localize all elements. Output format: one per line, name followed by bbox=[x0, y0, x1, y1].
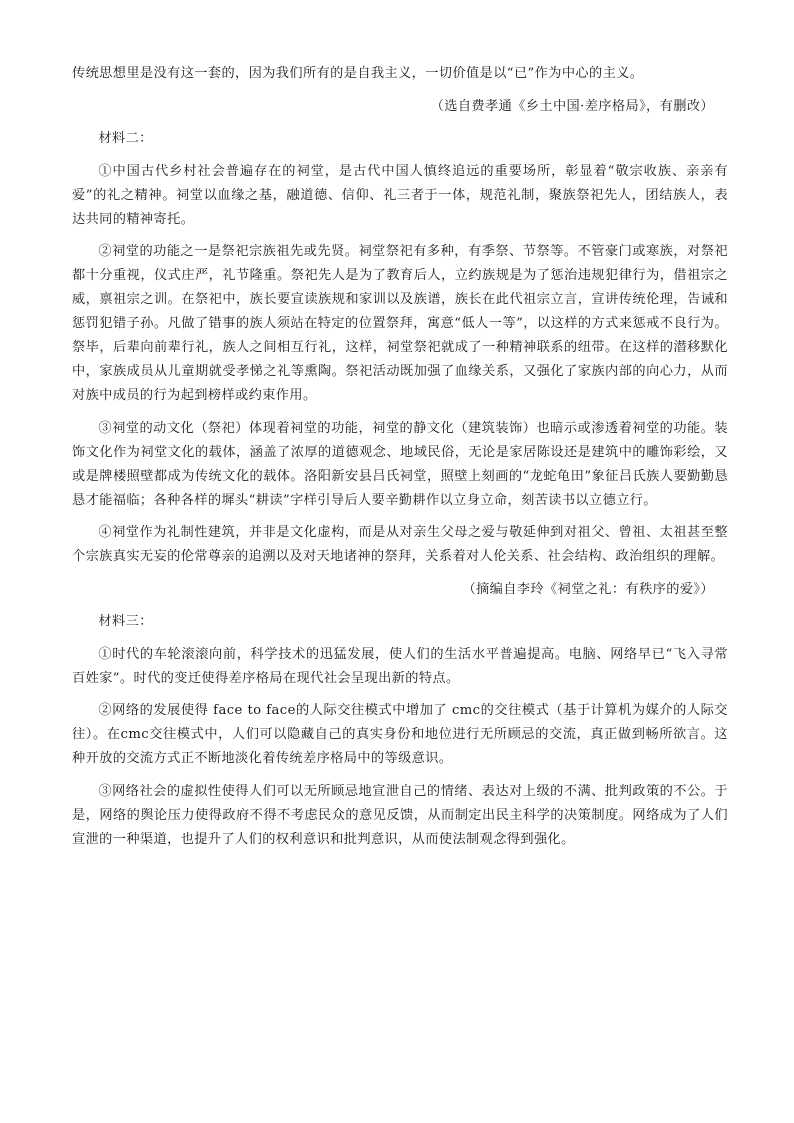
paragraph-continuation: 传统思想里是没有这一套的，因为我们所有的是自我主义，一切价值是以“已”作为中心的主义。 bbox=[72, 66, 644, 81]
document-page bbox=[72, 62, 728, 860]
section-heading-material-2: 材料二： bbox=[98, 131, 153, 146]
material-2-paragraph-4: ④祠堂作为礼制性建筑，并非是文化虚构，而是从对亲生父母之爱与敬延伸到对祖父、曾祖、太祖甚至整个宗族真实无妄的伦常尊亲的追溯以及对天地诸神的祭拜，关系着对人伦关系、社会结构、政治组织的理解。 bbox=[72, 525, 728, 564]
material-3-paragraph-3: ③网络社会的虚拟性使得人们可以无所顾忌地宣泄自己的情绪、表达对上级的不满、批判政策的不公。于是，网络的舆论压力使得政府不得不考虑民众的意见反馈，从而制定出民主科学的决策制度。网络成为了人们宣泄的一种渠道，也提升了人们的权利意识和批判意识，从而使法制观念得到强化。 bbox=[72, 783, 728, 847]
source-citation-1: （选自费孝通《乡土中国·差序格局》，有删改） bbox=[430, 98, 714, 114]
section-heading-material-3: 材料三： bbox=[98, 614, 153, 629]
material-2-paragraph-1: ①中国古代乡村社会普遍存在的祠堂，是古代中国人慎终追远的重要场所，彰显着“敬宗收族、亲亲有爱”的礼之精神。祠堂以血缘之基，融道德、信仰、礼三者于一体，规范礼制，聚族祭祀先人，团结族人，表达共同的精神寄托。 bbox=[72, 163, 728, 227]
source-citation-2: （摘编自李玲《祠堂之礼：有秩序的爱》） bbox=[462, 581, 714, 597]
material-2-paragraph-3: ③祠堂的动文化（祭祀）体现着祠堂的功能，祠堂的静文化（建筑装饰）也暗示或渗透着祠堂的功能。装饰文化作为祠堂文化的载体，涵盖了浓厚的道德观念、地域民俗，无论是家居陈设还是建筑中的雕饰彩绘，又或是牌楼照壁都成为传统文化的载体。洛阳新安县吕氏祠堂，照壁上刻画的“龙蛇龟田”象征吕氏族人要勤勤恳恳才能福临；各种各样的墀头“耕读”字样引导后人要辛勤耕作以立身立命，刻苦读书以立德立行。 bbox=[72, 420, 728, 508]
material-2-paragraph-2: ②祠堂的功能之一是祭祀宗族祖先或先贤。祠堂祭祀有多种，有季祭、节祭等。不管豪门或寒族，对祭祀都十分重视，仪式庄严，礼节隆重。祭祀先人是为了教育后人，立约族规是为了惩治违规犯律行为，借祖宗之威，禀祖宗之训。在祭祀中，族长要宣读族规和家训以及族谱，族长在此代祖宗立言，宣讲传统伦理，告诫和惩罚犯错子孙。凡做了错事的族人须站在特定的位置祭拜，寓意“低人一等”，以这样的方式来惩戒不良行为。祭毕，后辈向前辈行礼，族人之间相互行礼，这样，祠堂祭祀就成了一种精神联系的纽带。在这样的潜移默化中，家族成员从儿童期就受孝悌之礼等熏陶。祭祀活动既加强了血缘关系，又强化了家族内部的向心力，从而对族中成员的行为起到榜样或约束作用。 bbox=[72, 244, 728, 403]
material-3-paragraph-2: ②网络的发展使得 face to face的人际交往模式中增加了 cmc的交往模式（基于计算机为媒介的人际交往）。在cmc交往模式中，人们可以隐藏自己的真实身份和地位进行无所顾忌的交流，真正做到畅所欲言。这种开放的交流方式正不断地淡化着传统差序格局中的等级意识。 bbox=[72, 703, 728, 766]
material-3-paragraph-1: ①时代的车轮滚滚向前，科学技术的迅猛发展，使人们的生活水平普遍提高。电脑、网络早已“飞入寻常百姓家”。时代的变迁使得差序格局在现代社会呈现出新的特点。 bbox=[72, 646, 728, 686]
